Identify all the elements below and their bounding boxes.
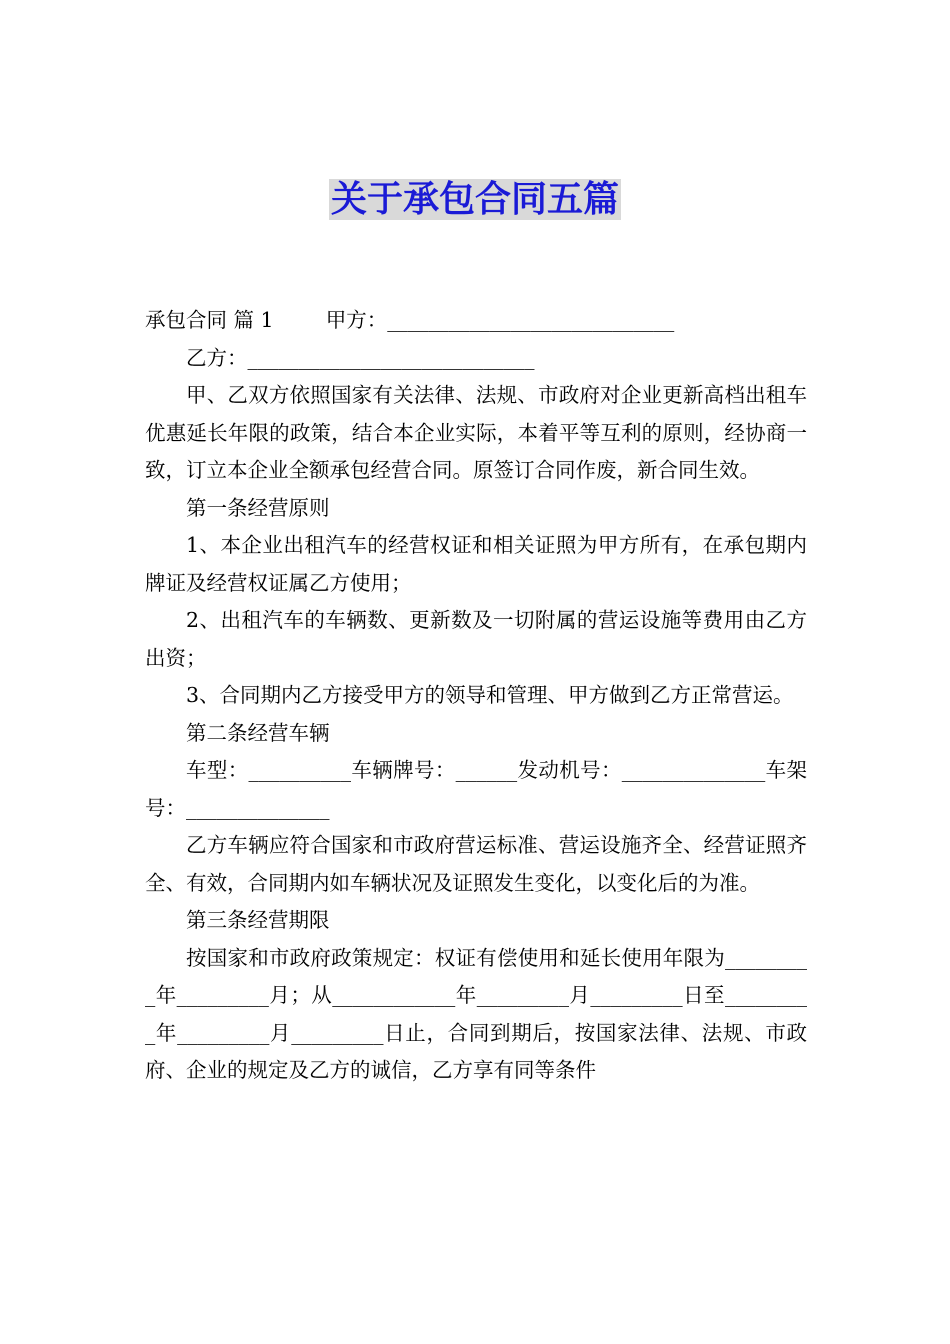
document-title	[0, 176, 950, 224]
section-heading-3: 第三条经营期限	[186, 908, 330, 932]
paragraph-party-b: 乙方：____________________________	[186, 345, 535, 370]
term-paragraph: 按国家和市政府政策规定：权证有偿使用和延长使用年限为_________年_________月；从____________年_________月_________日至_________年_________月_________日止，合同到期后，按国家法律、法规、市政府、企业的规定及乙方的诚信，乙方享有同等条件	[145, 945, 807, 1082]
clause-1-2: 2、出租汽车的车辆数、更新数及一切附属的营运设施等费用由乙方出资；	[145, 608, 807, 670]
document-body	[145, 302, 807, 1090]
paragraph-heading-line: 承包合同 篇 1 甲方：____________________________	[145, 308, 675, 332]
vehicle-standard-paragraph: 乙方车辆应符合国家和市政府营运标准、营运设施齐全、经营证照齐全、有效，合同期内如车辆状况及证照发生变化，以变化后的为准。	[145, 833, 807, 895]
section-heading-1: 第一条经营原则	[186, 495, 330, 520]
vehicle-info-line: 车型：__________车辆牌号：______发动机号：______________车架号：______________	[145, 758, 807, 820]
clause-1-1: 1、本企业出租汽车的经营权证和相关证照为甲方所有，在承包期内牌证及经营权证属乙方使用；	[145, 533, 807, 595]
paragraph-preamble: 甲、乙双方依照国家有关法律、法规、市政府对企业更新高档出租车优惠延长年限的政策，结合本企业实际，本着平等互利的原则，经协商一致，订立本企业全额承包经营合同。原签订合同作废，新合同生效。	[145, 383, 807, 482]
section-heading-2: 第二条经营车辆	[186, 720, 330, 745]
clause-1-3: 3、合同期内乙方接受甲方的领导和管理、甲方做到乙方正常营运。	[186, 683, 794, 707]
document-title-text: 关于承包合同五篇	[330, 179, 619, 220]
